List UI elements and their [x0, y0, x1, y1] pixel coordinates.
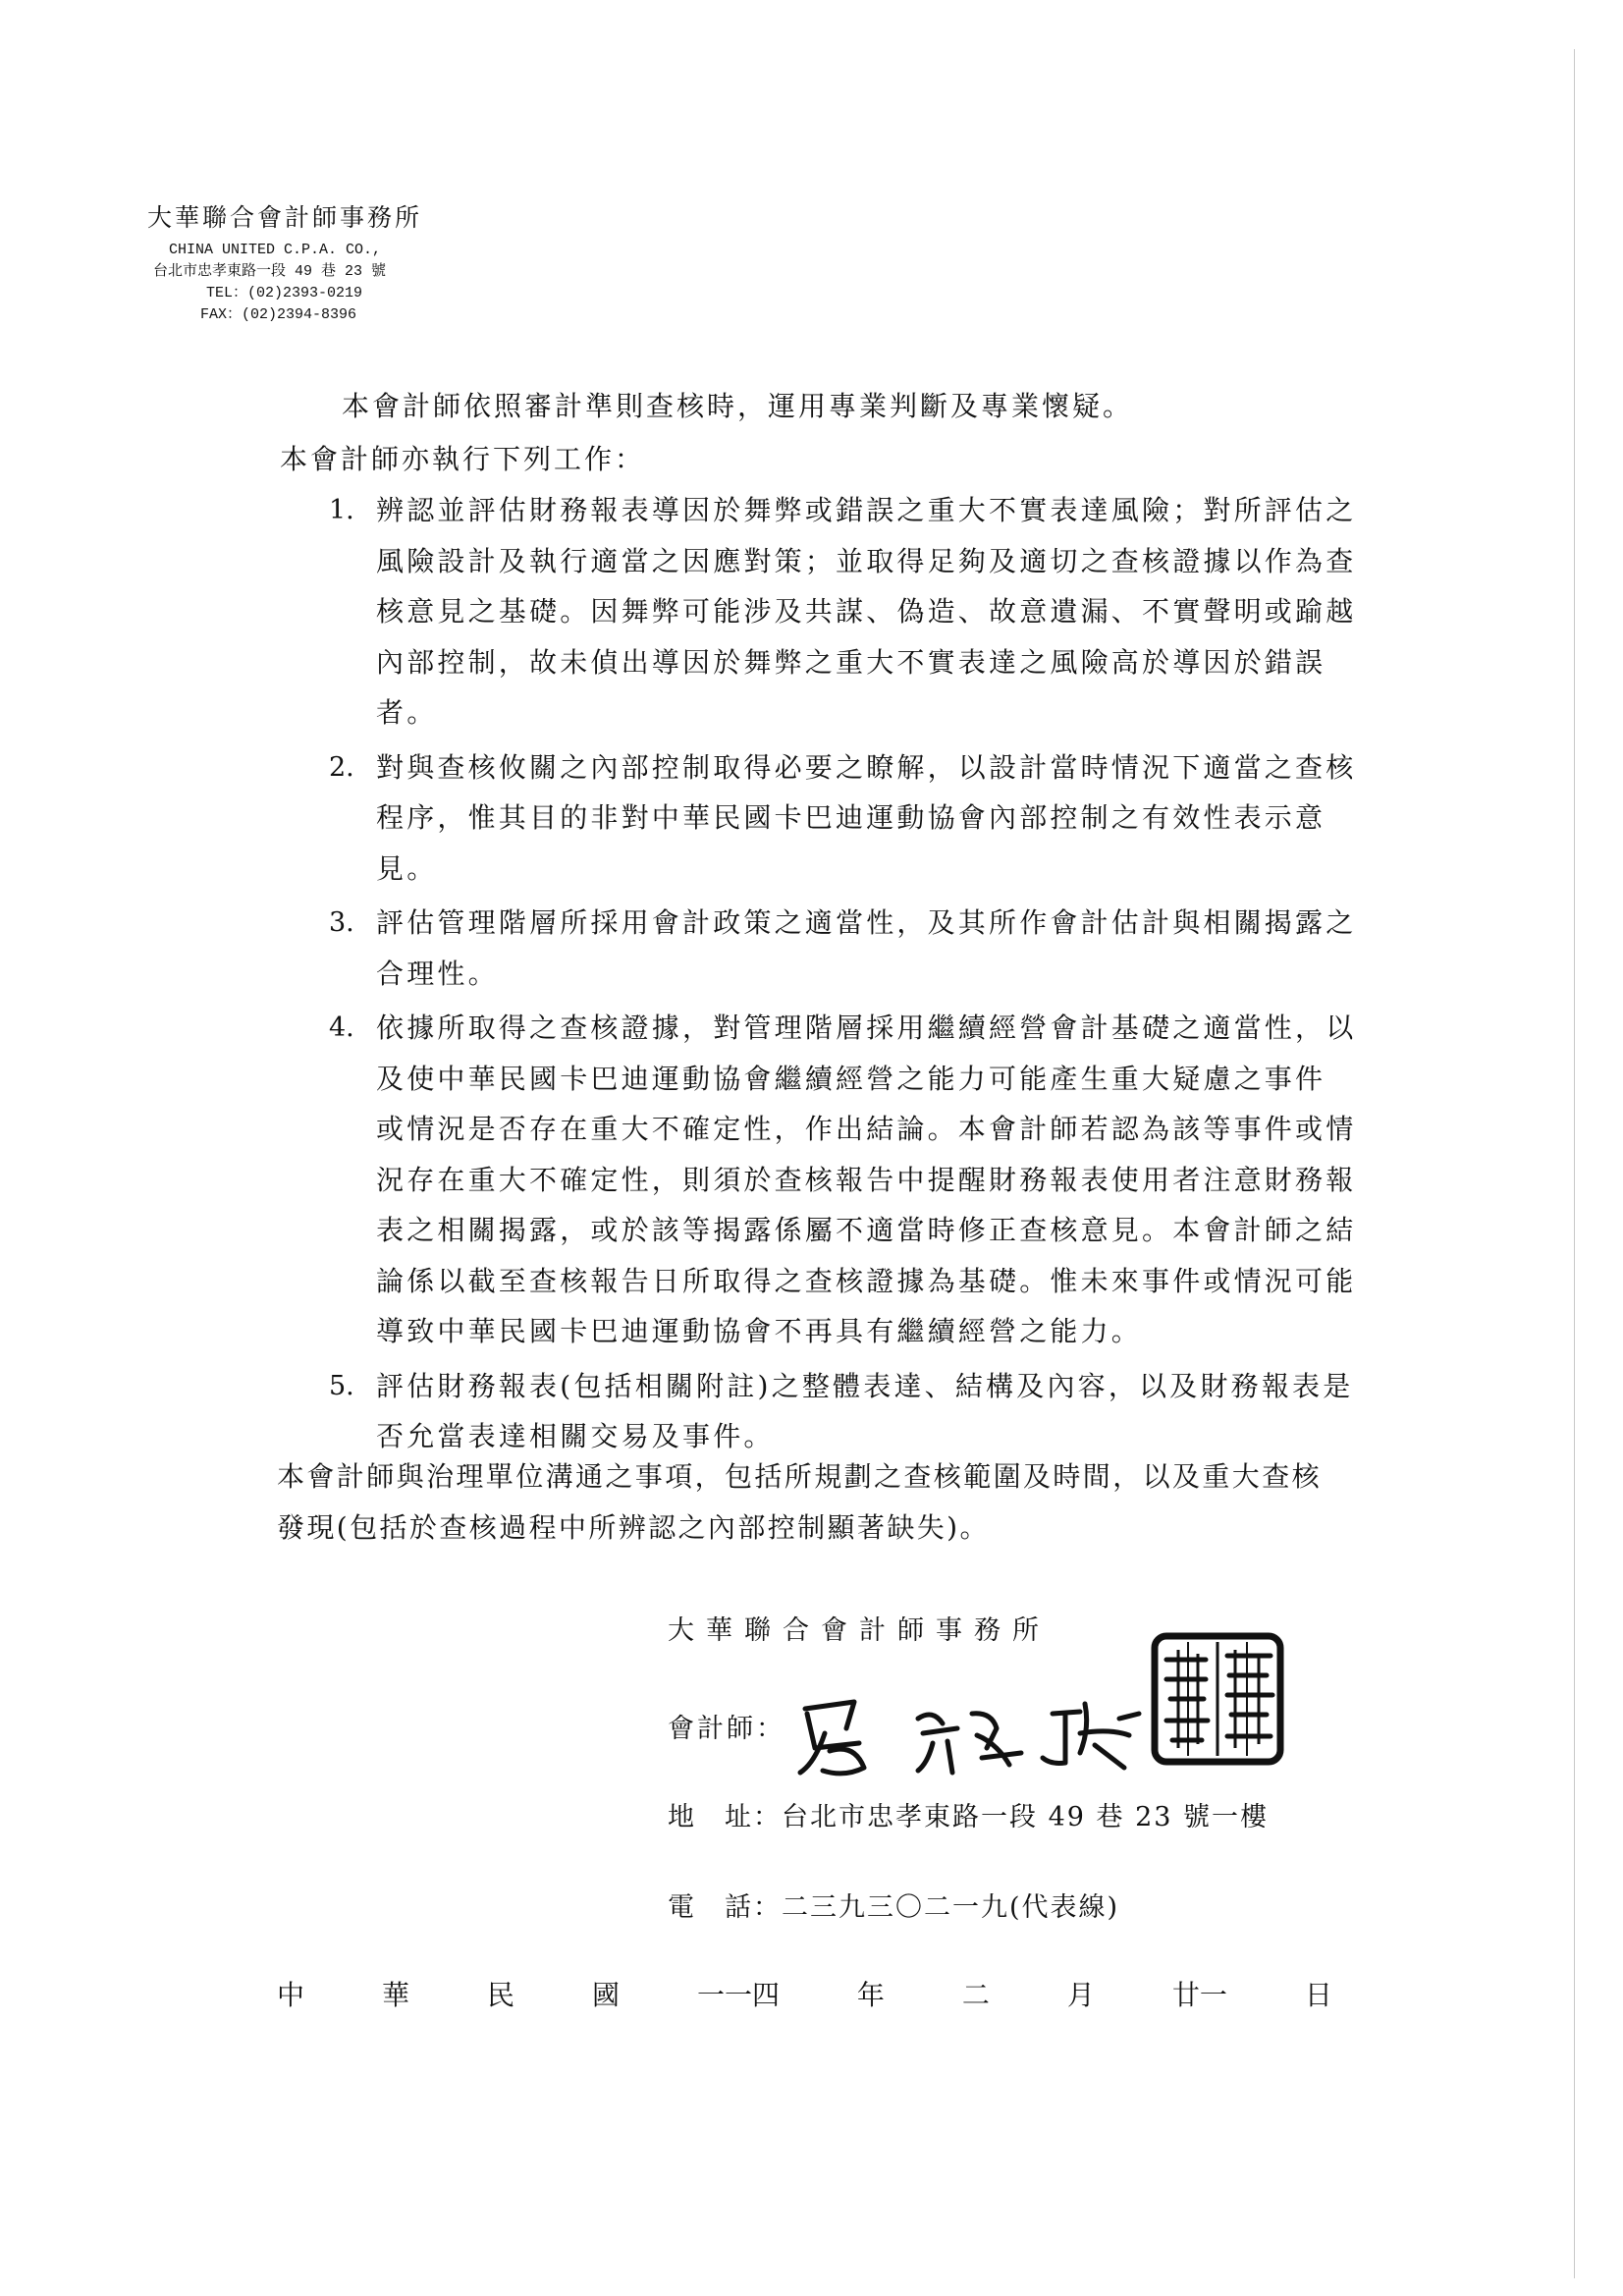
work-item-line: 導致中華民國卡巴迪運動協會不再具有繼續經營之能力。: [376, 1315, 1143, 1347]
work-item: [329, 898, 1357, 999]
work-item-number: 5.: [329, 1370, 354, 1401]
date-part: 國: [591, 1979, 620, 2011]
report-date: [277, 1974, 1332, 2013]
work-item-number: 2.: [329, 751, 354, 783]
letterhead-firm-name: 大華聯合會計師事務所: [147, 203, 423, 232]
work-item: [329, 485, 1357, 738]
work-item-line: 內部控制，故未偵出導因於舞弊之重大不實表達之風險高於導因於錯誤: [376, 645, 1326, 679]
signature-address: 地 址：台北市忠孝東路一段 49 巷 23 號一樓: [668, 1802, 1270, 1832]
intro-work-heading: 本會計師亦執行下列工作：: [280, 443, 646, 475]
date-part: 月: [1066, 1979, 1095, 2011]
signature-block: [668, 1591, 1355, 1944]
signature-phone: 電 話：二三九三〇二一九(代表線): [668, 1892, 1120, 1923]
work-item-line: 及使中華民國卡巴迪運動協會繼續經營之能力可能產生重大疑慮之事件: [376, 1062, 1326, 1095]
work-item-number: 4.: [329, 1012, 354, 1043]
work-item-number: 1.: [329, 495, 354, 525]
work-item-line: 程序，惟其目的非對中華民國卡巴迪運動協會內部控制之有效性表示意: [376, 801, 1326, 834]
cpa-label: 會計師：: [668, 1714, 785, 1744]
work-item-line: 或情況是否存在重大不確定性，作出結論。本會計師若認為該等事件或情: [376, 1113, 1357, 1145]
work-item-line: 者。: [376, 696, 438, 729]
work-item-line: 況存在重大不確定性，則須於查核報告中提醒財務報表使用者注意財務報: [376, 1163, 1357, 1196]
work-list: [329, 485, 1357, 1466]
letterhead: [147, 198, 422, 326]
work-item: [329, 1003, 1357, 1357]
work-item-line: 評估管理階層所採用會計政策之適當性，及其所作會計估計與相關揭露之: [376, 906, 1357, 939]
date-part: 中: [277, 1979, 305, 2011]
work-item: [329, 1361, 1354, 1462]
work-item-line: 風險設計及執行適當之因應對策；並取得足夠及適切之查核證據以作為查: [376, 544, 1357, 577]
work-item-line: 對與查核攸關之內部控制取得必要之瞭解，以設計當時情況下適當之查核: [376, 750, 1357, 784]
work-item-number: 3.: [329, 907, 354, 938]
closing-line: 發現(包括於查核過程中所辨認之內部控制顯著缺失)。: [277, 1511, 990, 1544]
date-part: 日: [1304, 1979, 1332, 2011]
work-item-line: 表之相關揭露，或於該等揭露係屬不適當時修正查核意見。本會計師之結: [376, 1214, 1357, 1246]
date-part: 一一四: [696, 1979, 780, 2011]
date-part: 年: [856, 1979, 885, 2011]
intro-paragraph: 本會計師依照審計準則查核時，運用專業判斷及專業懷疑。: [342, 390, 1134, 422]
letterhead-firm-name-en: CHINA UNITED C.P.A. CO.,: [169, 242, 382, 258]
date-part: 民: [486, 1979, 514, 2011]
date-part: 二: [961, 1979, 990, 2011]
work-item-line: 核意見之基礎。因舞弊可能涉及共謀、偽造、故意遺漏、不實聲明或踰越: [376, 595, 1357, 628]
signature-firm-name: 大華聯合會計師事務所: [668, 1615, 1051, 1646]
work-item-line: 見。: [376, 851, 438, 885]
closing-line: 本會計師與治理單位溝通之事項，包括所規劃之查核範圍及時間，以及重大查核: [277, 1460, 1323, 1493]
work-item-line: 否允當表達相關交易及事件。: [376, 1420, 775, 1452]
letterhead-address: 台北市忠孝東路一段 49 巷 23 號: [153, 263, 387, 280]
work-item-line: 評估財務報表(包括相關附註)之整體表達、結構及內容，以及財務報表是: [376, 1369, 1354, 1402]
work-item-line: 論係以截至查核報告日所取得之查核證據為基礎。惟未來事件或情況可能: [376, 1264, 1357, 1297]
letterhead-tel: TEL：(02)2393-0219: [206, 285, 363, 301]
company-seal: [1149, 1630, 1286, 1768]
handwritten-signature: [785, 1674, 1149, 1782]
work-item-line: 辨認並評估財務報表導因於舞弊或錯誤之重大不實表達風險；對所評估之: [376, 494, 1357, 526]
date-part: 廿一: [1171, 1979, 1227, 2011]
scan-edge-line: [1574, 49, 1575, 2278]
letterhead-fax: FAX：(02)2394-8396: [200, 306, 357, 323]
work-item: [329, 742, 1357, 895]
work-item-line: 依據所取得之查核證據，對管理階層採用繼續經營會計基礎之適當性，以: [376, 1011, 1357, 1044]
date-part: 華: [381, 1979, 409, 2011]
closing-paragraph: [277, 1451, 1322, 1554]
work-item-line: 合理性。: [376, 957, 499, 990]
